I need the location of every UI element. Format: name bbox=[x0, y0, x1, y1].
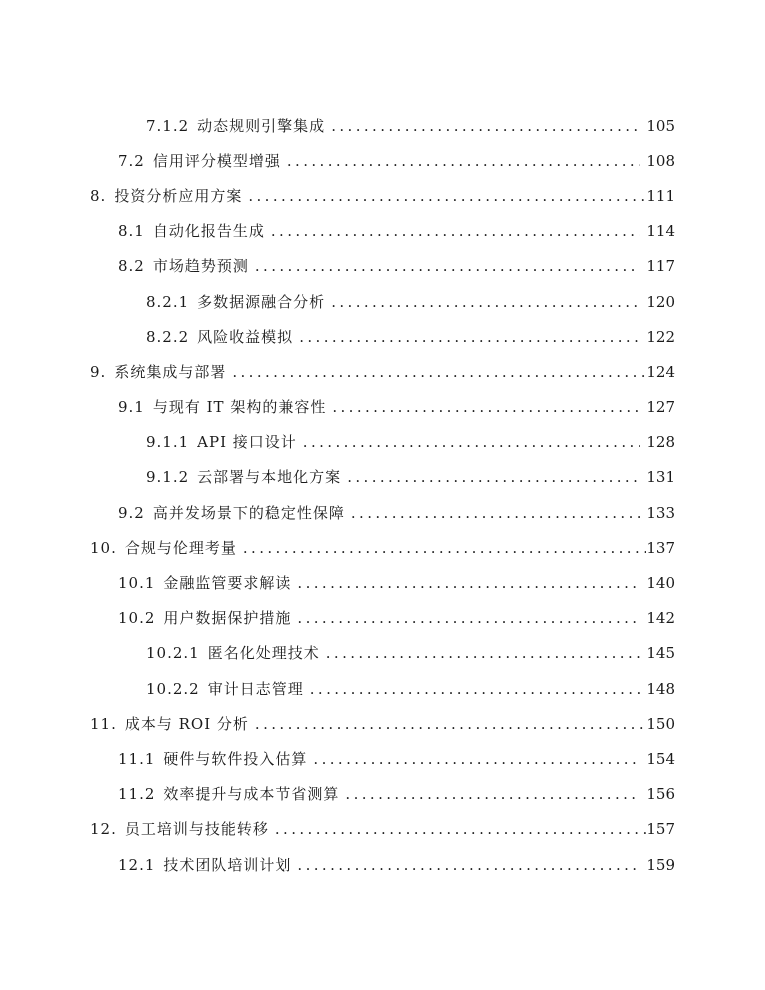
page-number: 122 bbox=[646, 327, 675, 346]
section-number: 8.1 bbox=[118, 222, 145, 241]
toc-entry[interactable] bbox=[0, 460, 765, 495]
page-number: 156 bbox=[646, 785, 675, 804]
section-title: 市场趋势预测 bbox=[152, 257, 249, 276]
page-number: 114 bbox=[646, 222, 675, 241]
toc-entry[interactable] bbox=[0, 812, 765, 847]
page-number: 150 bbox=[646, 714, 675, 733]
section-number: 8.2 bbox=[118, 257, 145, 276]
dot-leader bbox=[287, 151, 640, 171]
toc-entry[interactable] bbox=[0, 565, 765, 600]
section-number: 9.2 bbox=[118, 503, 145, 522]
section-title: 投资分析应用方案 bbox=[114, 186, 243, 205]
section-title: 金融监管要求解读 bbox=[163, 574, 292, 593]
dot-leader bbox=[297, 608, 640, 628]
dot-leader bbox=[347, 467, 640, 487]
table-of-contents bbox=[0, 108, 765, 882]
page-number: 154 bbox=[646, 749, 675, 768]
dot-leader bbox=[248, 186, 646, 206]
section-title: 动态规则引擎集成 bbox=[197, 116, 326, 135]
section-title: 风险收益模拟 bbox=[197, 327, 294, 346]
section-number: 10. bbox=[90, 538, 117, 557]
page-number: 105 bbox=[646, 116, 675, 135]
toc-entry[interactable] bbox=[0, 108, 765, 143]
toc-entry[interactable] bbox=[0, 178, 765, 213]
section-title: 成本与 ROI 分析 bbox=[124, 714, 249, 733]
toc-entry[interactable] bbox=[0, 601, 765, 636]
dot-leader bbox=[297, 573, 640, 593]
section-number: 7.1.2 bbox=[146, 116, 190, 135]
dot-leader bbox=[271, 221, 640, 241]
section-title: 信用评分模型增强 bbox=[152, 151, 281, 170]
section-number: 8.2.2 bbox=[146, 327, 190, 346]
page-number: 108 bbox=[646, 151, 675, 170]
section-title: 多数据源融合分析 bbox=[197, 292, 326, 311]
page-number: 145 bbox=[646, 644, 675, 663]
toc-entry[interactable] bbox=[0, 777, 765, 812]
page-number: 111 bbox=[646, 186, 675, 205]
section-number: 11.1 bbox=[118, 749, 156, 768]
section-number: 9.1 bbox=[118, 398, 145, 417]
section-title: 系统集成与部署 bbox=[114, 362, 227, 381]
toc-entry[interactable] bbox=[0, 319, 765, 354]
dot-leader bbox=[275, 819, 646, 839]
section-number: 12. bbox=[90, 820, 117, 839]
section-title: 硬件与软件投入估算 bbox=[163, 749, 308, 768]
section-title: 审计日志管理 bbox=[207, 679, 304, 698]
section-title: 云部署与本地化方案 bbox=[197, 468, 342, 487]
section-number: 10.1 bbox=[118, 574, 156, 593]
page-number: 159 bbox=[646, 855, 675, 874]
dot-leader bbox=[299, 327, 640, 347]
dot-leader bbox=[255, 256, 640, 276]
page-number: 157 bbox=[646, 820, 675, 839]
toc-entry[interactable] bbox=[0, 143, 765, 178]
section-title: 匿名化处理技术 bbox=[207, 644, 320, 663]
section-title: 员工培训与技能转移 bbox=[124, 820, 269, 839]
section-title: 自动化报告生成 bbox=[152, 222, 265, 241]
dot-leader bbox=[331, 292, 640, 312]
section-number: 11. bbox=[90, 714, 117, 733]
toc-entry[interactable] bbox=[0, 741, 765, 776]
dot-leader bbox=[345, 784, 640, 804]
section-number: 8.2.1 bbox=[146, 292, 190, 311]
page-number: 137 bbox=[646, 538, 675, 557]
dot-leader bbox=[297, 855, 640, 875]
section-number: 8. bbox=[90, 186, 107, 205]
toc-entry[interactable] bbox=[0, 390, 765, 425]
toc-entry[interactable] bbox=[0, 354, 765, 389]
page-number: 148 bbox=[646, 679, 675, 698]
section-number: 9.1.2 bbox=[146, 468, 190, 487]
page-number: 142 bbox=[646, 609, 675, 628]
section-number: 12.1 bbox=[118, 855, 156, 874]
page-number: 128 bbox=[646, 433, 675, 452]
section-title: 与现有 IT 架构的兼容性 bbox=[152, 398, 327, 417]
section-number: 9.1.1 bbox=[146, 433, 190, 452]
section-number: 11.2 bbox=[118, 785, 156, 804]
toc-entry[interactable] bbox=[0, 671, 765, 706]
dot-leader bbox=[326, 643, 641, 663]
page-number: 131 bbox=[646, 468, 675, 487]
dot-leader bbox=[331, 116, 640, 136]
section-title: 高并发场景下的稳定性保障 bbox=[152, 503, 345, 522]
dot-leader bbox=[303, 432, 641, 452]
section-number: 10.2.1 bbox=[146, 644, 200, 663]
section-title: 技术团队培训计划 bbox=[163, 855, 292, 874]
dot-leader bbox=[313, 749, 640, 769]
section-number: 7.2 bbox=[118, 151, 145, 170]
toc-entry[interactable] bbox=[0, 706, 765, 741]
section-number: 10.2 bbox=[118, 609, 156, 628]
page-number: 127 bbox=[646, 398, 675, 417]
dot-leader bbox=[351, 503, 640, 523]
dot-leader bbox=[232, 362, 646, 382]
toc-entry[interactable] bbox=[0, 425, 765, 460]
section-title: API 接口设计 bbox=[197, 433, 297, 452]
toc-entry[interactable] bbox=[0, 495, 765, 530]
section-title: 合规与伦理考量 bbox=[124, 538, 237, 557]
dot-leader bbox=[255, 714, 646, 734]
section-title: 效率提升与成本节省测算 bbox=[163, 785, 340, 804]
page-number: 124 bbox=[646, 362, 675, 381]
section-number: 9. bbox=[90, 362, 107, 381]
dot-leader bbox=[332, 397, 640, 417]
page-number: 120 bbox=[646, 292, 675, 311]
page-number: 133 bbox=[646, 503, 675, 522]
toc-entry[interactable] bbox=[0, 530, 765, 565]
page-number: 117 bbox=[646, 257, 675, 276]
toc-entry[interactable] bbox=[0, 284, 765, 319]
toc-entry[interactable] bbox=[0, 636, 765, 671]
dot-leader bbox=[310, 679, 641, 699]
page-number: 140 bbox=[646, 574, 675, 593]
toc-entry[interactable] bbox=[0, 214, 765, 249]
toc-entry[interactable] bbox=[0, 847, 765, 882]
section-number: 10.2.2 bbox=[146, 679, 200, 698]
section-title: 用户数据保护措施 bbox=[163, 609, 292, 628]
dot-leader bbox=[243, 538, 646, 558]
toc-entry[interactable] bbox=[0, 249, 765, 284]
